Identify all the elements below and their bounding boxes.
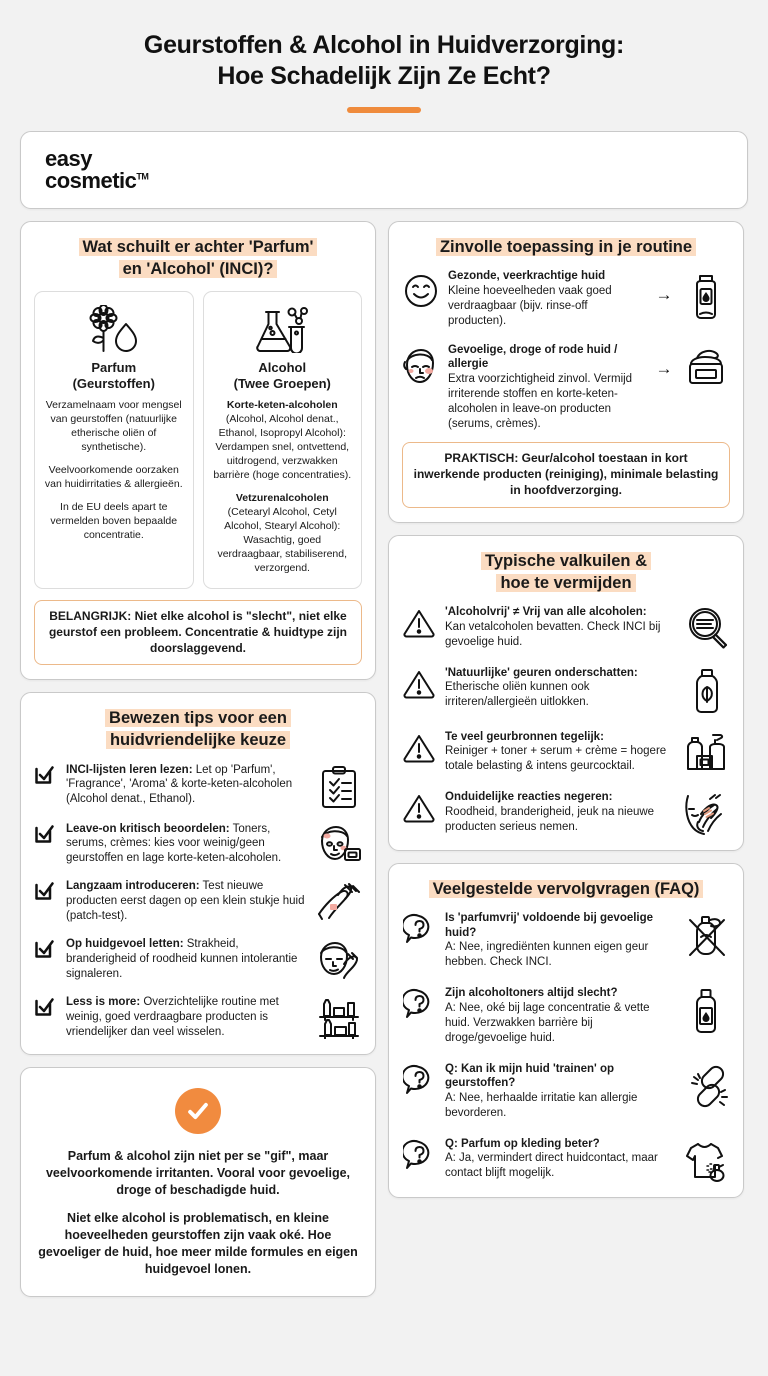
warning-triangle-icon xyxy=(402,666,436,699)
list-item xyxy=(402,730,730,774)
right-column xyxy=(388,221,744,1198)
check-circle-icon xyxy=(175,1088,221,1134)
card-inci-title-line2: en 'Alcohol' (INCI)? xyxy=(119,260,278,278)
tip-text xyxy=(66,822,308,867)
faq-body xyxy=(445,1062,673,1121)
tshirt-spray-icon xyxy=(682,1137,730,1183)
routine-callout: PRAKTISCH: Geur/alcohol toestaan in kort inwerkende producten (reiniging), minimale belasting in hoofdverzorging. xyxy=(402,442,730,507)
panel-parfum-p1: Verzamelnaam voor mengsel van geurstoffen (natuurlijke etherische oliën of synthetische). xyxy=(45,399,182,454)
page-title xyxy=(20,30,748,91)
pitfall-desc: Roodheid, branderigheid, jeuk na nieuwe producten serieus nemen. xyxy=(445,805,655,833)
routine-body xyxy=(448,343,646,432)
tip-lead: INCI-lijsten leren lezen: xyxy=(66,763,193,776)
question-bubble-icon xyxy=(402,1062,436,1096)
card-routine-title xyxy=(402,236,730,258)
routine-desc: Extra voorzichtigheid zinvol. Vermijd irriterende stoffen en korte-keten-alcoholen in leave-on producten (serums, crèmes). xyxy=(448,372,633,430)
brand-line2: cosmetic xyxy=(45,168,137,193)
warning-triangle-icon xyxy=(402,730,436,763)
arrow-right-icon: → xyxy=(655,358,673,378)
flask-molecule-icon xyxy=(212,304,354,354)
arrow-right-icon: → xyxy=(655,285,673,305)
card-summary xyxy=(20,1067,376,1297)
page-header xyxy=(20,0,748,113)
tips-list xyxy=(34,763,362,1040)
tip-desc: Test nieuwe producten eerst dagen op een klein stukje huid (patch-test). xyxy=(66,880,305,923)
card-pitfalls-title-line2: hoe te vermijden xyxy=(496,574,635,592)
routine-desc: Kleine hoeveelheden vaak goed verdraagbaar (bijv. rinse-off producten). xyxy=(448,284,612,327)
smiley-face-icon xyxy=(402,269,440,309)
list-item xyxy=(34,995,362,1040)
list-item xyxy=(402,666,730,714)
content-columns xyxy=(20,221,748,1297)
list-item xyxy=(402,911,730,970)
list-item xyxy=(402,1137,730,1183)
panel-alcohol-p2 xyxy=(212,492,354,576)
tip-text xyxy=(66,995,308,1040)
panel-alcohol-p2-text: (Cetearyl Alcohol, Cetyl Alcohol, Stearyl Alcohol): Wasachtig, goed verdraagbaar, stabiliserend, verzorgend. xyxy=(217,506,348,574)
pitfall-title: Te veel geurbronnen tegelijk: xyxy=(445,730,604,743)
card-tips-title-line1: Bewezen tips voor een xyxy=(105,709,291,727)
pitfall-body xyxy=(445,666,675,710)
panel-parfum-heading xyxy=(43,360,185,391)
faq-answer: A: Ja, vermindert direct huidcontact, maar contact blijft mogelijk. xyxy=(445,1152,658,1180)
panel-alcohol-heading-l2: (Twee Groepen) xyxy=(233,375,331,391)
question-bubble-icon xyxy=(402,1137,436,1171)
faq-body xyxy=(445,1137,673,1181)
list-item xyxy=(34,822,362,867)
card-faq-title-line1: Veelgestelde vervolgvragen (FAQ) xyxy=(429,880,704,898)
toner-bottle-icon xyxy=(682,986,730,1036)
inci-panels xyxy=(34,291,362,589)
panel-parfum-p2: Veelvoorkomende oorzaken van huidirritaties & allergieën. xyxy=(44,464,183,491)
patch-test-hand-icon xyxy=(316,879,362,923)
faq-question: Zijn alcoholtoners altijd slecht? xyxy=(445,987,618,1000)
summary-paragraph-2: Niet elke alcohol is problematisch, en kleine hoeveelheden geurstoffen zijn vaak oké. Hoe gevoeliger de huid, hoe meer milde formules en eigen huidgevoel lonen. xyxy=(38,1210,358,1276)
panel-parfum-heading-l1: Parfum xyxy=(91,360,137,376)
card-tips-title-line2: huidvriendelijke keuze xyxy=(106,731,290,749)
faq-body xyxy=(445,911,673,970)
faq-question: Q: Parfum op kleding beter? xyxy=(445,1137,600,1150)
card-routine-title-line1: Zinvolle toepassing in je routine xyxy=(436,238,696,256)
pitfall-title: 'Natuurlijke' geuren onderschatten: xyxy=(445,666,638,679)
pitfall-body xyxy=(445,605,675,649)
list-item xyxy=(402,986,730,1045)
pitfall-title: 'Alcoholvrij' ≠ Vrij van alle alcoholen: xyxy=(445,606,647,619)
tip-desc: Overzichtelijke routine met weinig, goed verdraagbare producten is vriendelijker dan veel wisselen. xyxy=(66,995,279,1038)
faq-body xyxy=(445,986,673,1045)
faq-answer: A: Nee, ingrediënten kunnen eigen geur hebben. Check INCI. xyxy=(445,941,649,969)
panel-alcohol-p1-text: (Alcohol, Alcohol denat., Ethanol, Isopropyl Alcohol): Verdampen snel, ontvettend, uitdrogend, verzwakken barrière (hoge concentraties). xyxy=(213,413,352,482)
cream-jar-icon xyxy=(682,343,730,387)
panel-alcohol-p1 xyxy=(212,399,354,483)
routine-title: Gevoelige, droge of rode huid / allergie xyxy=(448,343,618,371)
shelf-products-icon xyxy=(316,995,362,1039)
card-inci xyxy=(20,221,376,680)
list-item xyxy=(34,879,362,924)
magnifier-list-icon xyxy=(684,605,730,649)
tip-lead: Leave-on kritisch beoordelen: xyxy=(66,822,230,835)
broken-chain-icon xyxy=(682,1062,730,1110)
tip-desc: Toners, serums, crèmes: kies voor weinig/geen geurstoffen en lage korte-keten-alcoholen. xyxy=(66,822,282,865)
no-perfume-icon xyxy=(682,911,730,959)
flower-droplet-icon xyxy=(43,304,185,354)
irritated-face-icon xyxy=(402,343,440,387)
warning-triangle-icon xyxy=(402,605,436,638)
panel-alcohol-p1-lead: Korte-keten-alcoholen xyxy=(226,399,338,412)
brand-card xyxy=(20,131,748,209)
list-item xyxy=(34,763,362,809)
list-item xyxy=(402,269,730,328)
pitfall-title: Onduidelijke reacties negeren: xyxy=(445,791,613,804)
tip-lead: Op huidgevoel letten: xyxy=(66,938,184,951)
tip-text xyxy=(66,937,308,982)
card-inci-title xyxy=(34,236,362,280)
pitfall-desc: Reiniger + toner + serum + crème = hogere totale belasting & intens geurcocktail. xyxy=(445,745,667,773)
pitfall-body xyxy=(445,730,675,774)
product-lineup-icon xyxy=(684,730,730,774)
panel-alcohol-heading-l1: Alcohol xyxy=(258,360,307,376)
faq-question: Is 'parfumvrij' voldoende bij gevoelige huid? xyxy=(445,912,654,939)
inci-callout: BELANGRIJK: Niet elke alcohol is "slecht", niet elke geurstof een probleem. Concentratie & huidtype zijn doorslaggevend. xyxy=(34,600,362,665)
panel-parfum xyxy=(34,291,194,589)
tip-text xyxy=(66,763,308,808)
brand-logo xyxy=(45,145,149,193)
panel-alcohol-p2-lead: Vetzurenalcoholen xyxy=(235,492,329,505)
page-title-line2: Hoe Schadelijk Zijn Ze Echt? xyxy=(217,61,551,90)
list-item xyxy=(34,937,362,982)
pitfalls-list xyxy=(402,605,730,836)
itchy-cheek-icon xyxy=(684,790,730,836)
face-touch-icon xyxy=(316,937,362,981)
list-item xyxy=(402,790,730,836)
checkbox-icon xyxy=(34,822,58,844)
pitfall-body xyxy=(445,790,675,834)
face-cream-icon xyxy=(316,822,362,866)
card-pitfalls-title xyxy=(402,550,730,594)
card-routine xyxy=(388,221,744,523)
pitfall-desc: Kan vetalcoholen bevatten. Check INCI bij gevoelige huid. xyxy=(445,620,661,648)
card-faq-title xyxy=(402,878,730,900)
summary-paragraph-1: Parfum & alcohol zijn niet per se "gif", maar veelvoorkomende irritanten. Vooral voor gevoelige, droge of beschadigde huid. xyxy=(45,1148,351,1197)
panel-parfum-heading-l2: (Geurstoffen) xyxy=(72,375,155,391)
routine-title: Gezonde, veerkrachtige huid xyxy=(448,270,606,283)
tip-lead: Langzaam introduceren: xyxy=(66,880,200,893)
accent-divider xyxy=(347,107,421,113)
shampoo-bottle-icon xyxy=(682,269,730,321)
tip-text xyxy=(66,879,308,924)
brand-line1: easy xyxy=(45,145,92,171)
tip-desc: Let op 'Parfum', 'Fragrance', 'Aroma' & korte-keten-alcoholen (Alcohol denat., Ethanol). xyxy=(66,763,293,806)
page-title-line1: Geurstoffen & Alcohol in Huidverzorging: xyxy=(143,31,625,59)
routine-rows xyxy=(402,269,730,431)
list-item xyxy=(402,1062,730,1121)
pitfall-desc: Etherische oliën kunnen ook irriteren/allergieën uitlokken. xyxy=(445,681,590,709)
card-inci-title-line1: Wat schuilt er achter 'Parfum' xyxy=(79,238,318,256)
checkbox-icon xyxy=(34,995,58,1017)
faq-question: Q: Kan ik mijn huid 'trainen' op geurstoffen? xyxy=(445,1062,615,1090)
list-item xyxy=(402,605,730,649)
card-faq xyxy=(388,863,744,1198)
question-bubble-icon xyxy=(402,911,436,945)
tip-lead: Less is more: xyxy=(66,995,141,1008)
left-column xyxy=(20,221,376,1297)
routine-body xyxy=(448,269,646,328)
list-item xyxy=(402,343,730,432)
card-tips xyxy=(20,692,376,1054)
card-tips-title xyxy=(34,707,362,751)
card-pitfalls-title-line1: Typische valkuilen & xyxy=(481,552,651,570)
question-bubble-icon xyxy=(402,986,436,1020)
panel-alcohol xyxy=(203,291,363,589)
checkbox-icon xyxy=(34,879,58,901)
tip-desc: Strakheid, branderigheid of roodheid kunnen intolerantie signaleren. xyxy=(66,938,298,981)
clipboard-checklist-icon xyxy=(316,763,362,809)
faq-list xyxy=(402,911,730,1183)
checkbox-icon xyxy=(34,937,58,959)
faq-answer: A: Nee, herhaalde irritatie kan allergie bevorderen. xyxy=(445,1091,638,1119)
panel-alcohol-heading xyxy=(212,360,354,391)
leaf-bottle-icon xyxy=(684,666,730,714)
checkbox-icon xyxy=(34,763,58,785)
warning-triangle-icon xyxy=(402,790,436,823)
faq-answer: A: Nee, oké bij lage concentratie & vette huid. Verzwakken barrière bij droge/gevoelige huid. xyxy=(445,1001,650,1044)
brand-tm: TM xyxy=(136,171,149,182)
panel-parfum-p3: In de EU deels apart te vermelden boven bepaalde concentratie. xyxy=(50,501,178,542)
card-pitfalls xyxy=(388,535,744,851)
